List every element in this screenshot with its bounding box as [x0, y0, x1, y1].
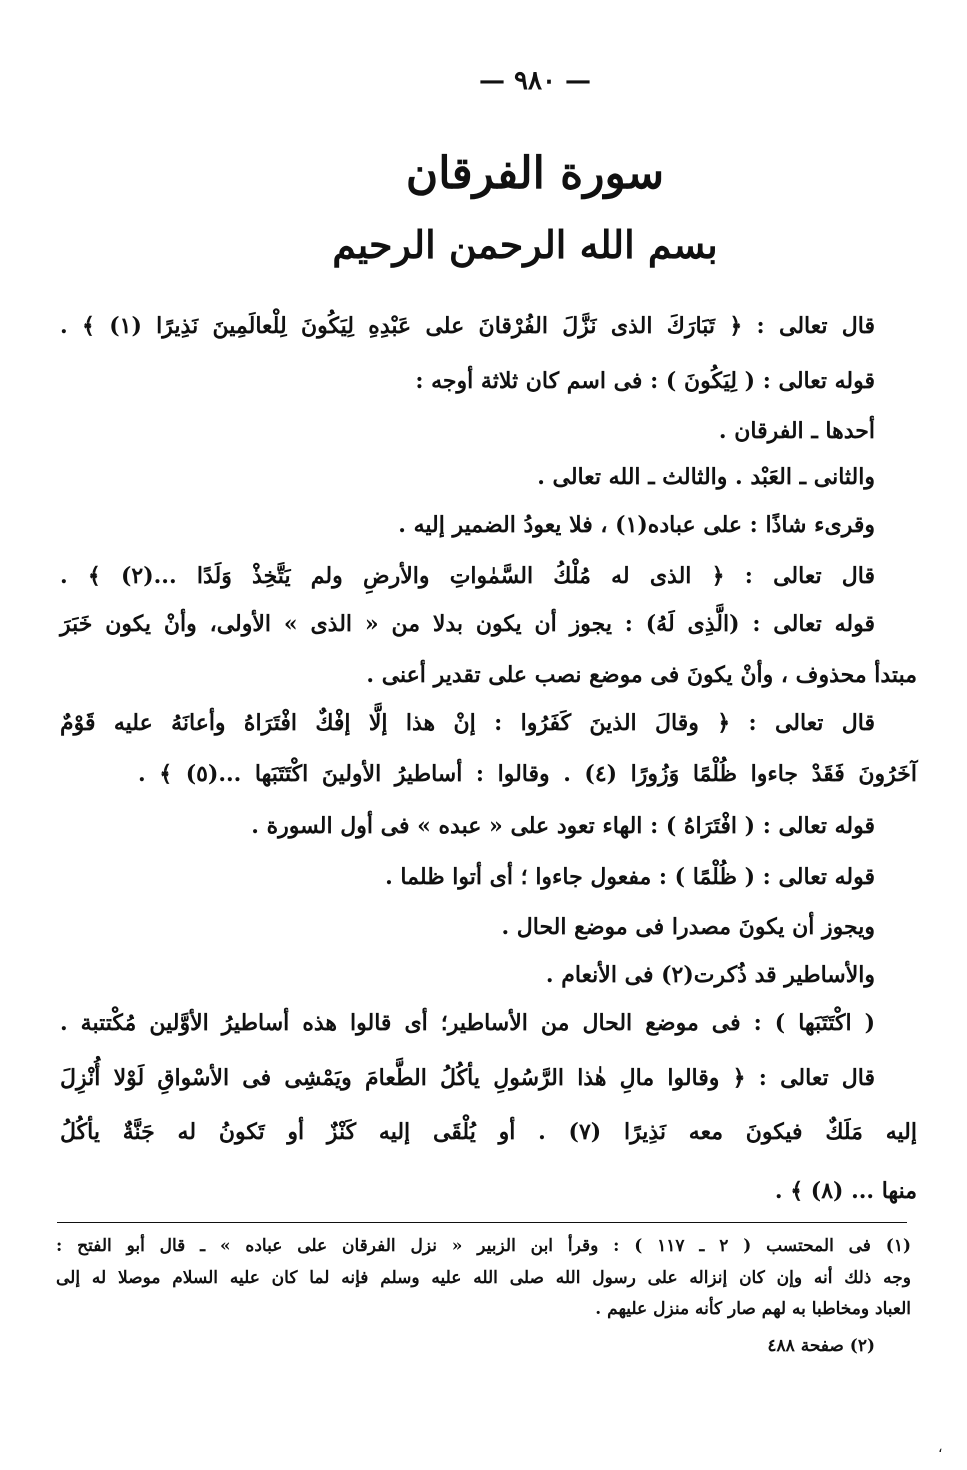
text-line: آخَرُونَ فَقَدْ جاءوا ظُلْمًا وَزُورًا (٤) . وقالوا : أساطيرُ الأولينَ اكْتَتَبَها ...(٥) ﴾ . — [138, 761, 917, 787]
text-line: منها ... (٨) ﴾ . — [774, 1178, 917, 1204]
text-line: قال تعالى : ﴿ تَبَارَكَ الذى نَزَّلَ الفُرْقانَ على عَبْدِهِ لِيَكُونَ لِلْعالَمِينَ نَذِيرًا (١) ﴾ . — [60, 313, 875, 339]
corner-mark: ، — [938, 1440, 943, 1456]
footnote-line: (١) فى المحتسب ( ٢ ـ ١١٧ ) : وقرأ ابن الزبير « نزل الفرقان على عباده » ـ قال أبو الفتح : — [56, 1236, 912, 1256]
text-line: والثانى ـ العَبْد . والثالث ـ الله تعالى . — [537, 464, 875, 490]
text-line: والأساطير قد ذُكرت(٢) فى الأنعام . — [545, 962, 875, 988]
surah-title: سورة الفرقان — [405, 148, 665, 199]
text-line: قوله تعالى : (الَّذِى لَهُ) : يجوز أن يكون بدلا من « الذى » الأولى، وأنْ يكون خَبَرَ — [60, 611, 875, 637]
text-line: قال تعالى : ﴿ وقالَ الذينَ كَفَرُوا : إنْ هذا إلَّا إفْكٌ افْتَرَاهُ وأعانَهُ عليه قَوْمٌ — [60, 710, 875, 736]
text-line: مبتدأ محذوف ، وأنْ يكونَ فى موضع نصب على تقدير أعنى . — [366, 662, 917, 688]
text-line: قال تعالى : ﴿ الذى له مُلْكُ السَّمٰواتِ والأرضِ ولم يَتَّخِذْ وَلَدًا ...(٢) ﴾ . — [60, 563, 875, 589]
footnote-line: العباد ومخاطبا به لهم صار كأنه منزل عليهم . — [595, 1299, 911, 1319]
text-line: قال تعالى : ﴿ وقالوا مالِ هٰذا الرَّسُولِ يأكُلُ الطَّعامَ ويَمْشِى فى الأسْواقِ لَوْلا أُنْزِلَ — [60, 1065, 875, 1091]
footnote-line: (٢) صفحة ٤٨٨ — [767, 1336, 875, 1356]
text-line: ويجوز أن يكونَ مصدرا فى موضع الحال . — [501, 914, 875, 940]
text-line: وقرىء شاذًا : على عباده(١) ، فلا يعودُ الضمير إليه . — [398, 512, 875, 538]
text-line: قوله تعالى : ( لِيَكُونَ ) : فى اسم كان ثلاثة أوجه : — [415, 368, 875, 394]
basmala: بسم الله الرحمن الرحيم — [332, 222, 718, 267]
page-number: — ٩٨٠ — — [478, 66, 592, 96]
text-line: ( اكْتَتَبَها ) : فى موضع الحال من الأساطير؛ أى قالوا هذه أساطيرُ الأوَّلين مُكْتتبة . — [60, 1010, 875, 1036]
text-line: أحدها ـ الفرقان . — [718, 418, 875, 444]
footnote-divider — [57, 1222, 907, 1223]
text-line: إليه مَلَكٌ فيكونَ معه نَذِيرًا (٧) . أو يُلْقَى إليه كَنْزٌ أو تَكونُ له جَنَّةٌ يأكُلُ — [60, 1119, 917, 1145]
text-line: قوله تعالى : ( افْتَرَاهُ ) : الهاء تعود على « عبده » فى أول السورة . — [251, 813, 875, 839]
text-line: قوله تعالى : ( ظُلْمًا ) : مفعول جاءوا ؛ أى أتوا ظلما . — [385, 864, 875, 890]
footnote-line: وجه ذلك أنه وإن كان إنزاله على رسول الله صلى الله عليه وسلم فإنه لما كان عليه السلام موصلا له إلى — [56, 1268, 911, 1288]
